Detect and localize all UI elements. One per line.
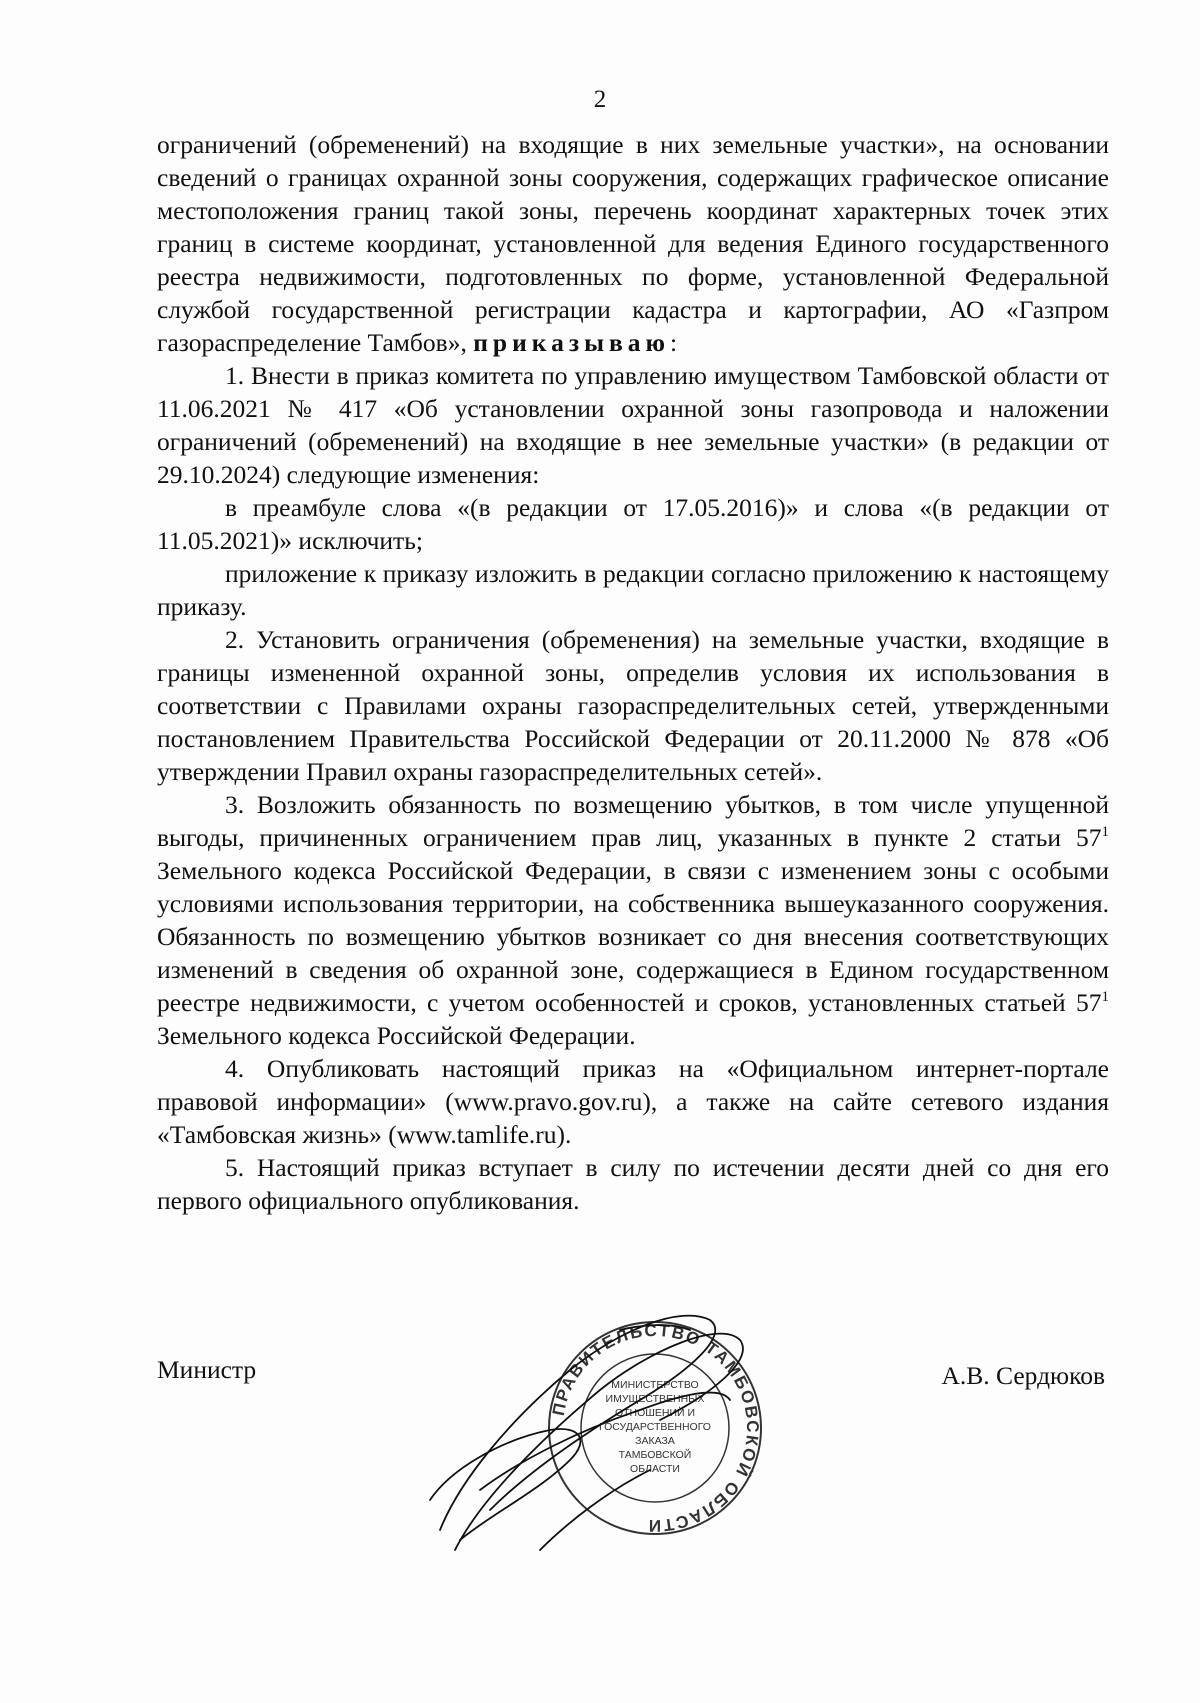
svg-text:ЗАКАЗА: ЗАКАЗА bbox=[635, 1435, 675, 1447]
preamble-text: ограничений (обременений) на входящие в них земельные участки», на основании сведений о границах охранной зоны сооружения, содержащих графическое описание местоположения границ такой зоны, перечень координат характерных точек этих границ в системе координат, установленной для ведения Единого государственного реестра недвижимости, подготовленных по форме, установленной Федеральной службой государственной регистрации кадастра и картографии, АО «Газпром газораспределение Тамбов», bbox=[157, 130, 1109, 357]
svg-text:ОТНОШЕНИЙ И: ОТНОШЕНИЙ И bbox=[614, 1407, 696, 1419]
paragraph-item-1: 1. Внести в приказ комитета по управлению имуществом Тамбовской области от 11.06.2021 № 417 «Об установлении охранной зоны газопровода и наложении ограничений (обременений) на входящие в нее земельные участки» (в редакции от 29.10.2024) следующие изменения: bbox=[157, 361, 1109, 489]
page-number: 2 bbox=[593, 86, 607, 113]
svg-text:ОБЛАСТИ: ОБЛАСТИ bbox=[630, 1463, 680, 1475]
paragraph-item-4: 4. Опубликовать настоящий приказ на «Официальном интернет-портале правовой информации» (www.pravo.gov.ru), а также на сайте сетевого издания «Тамбовская жизнь» (www.tamlife.ru). bbox=[157, 1054, 1109, 1149]
paragraph-item-3 bbox=[157, 788, 1109, 1052]
signer-name: А.В. Сердюков bbox=[941, 1361, 1105, 1390]
svg-text:ТАМБОВСКОЙ: ТАМБОВСКОЙ bbox=[618, 1449, 692, 1461]
preamble-colon: : bbox=[670, 328, 678, 357]
svg-text:ГОСУДАРСТВЕННОГО: ГОСУДАРСТВЕННОГО bbox=[599, 1421, 711, 1433]
document-body bbox=[157, 128, 1109, 1217]
paragraph-item-1-b: приложение к приказу изложить в редакции согласно приложению к настоящему приказу. bbox=[157, 559, 1109, 621]
superscript: 1 bbox=[1101, 824, 1109, 840]
paragraph-item-1-a: в преамбуле слова «(в редакции от 17.05.2016)» и слова «(в редакции от 11.05.2021)» исключить; bbox=[157, 493, 1109, 555]
svg-text:ПРАВИТЕЛЬСТВО ТАМБОВСКОЙ ОБЛАС: ПРАВИТЕЛЬСТВО ТАМБОВСКОЙ ОБЛАСТИ bbox=[548, 1320, 763, 1536]
svg-text:ИМУЩЕСТВЕННЫХ: ИМУЩЕСТВЕННЫХ bbox=[605, 1393, 705, 1405]
item-3-text-c: Земельного кодекса Российской Федерации. bbox=[157, 1021, 636, 1050]
paragraph-item-2: 2. Установить ограничения (обременения) на земельные участки, входящие в границы измененной охранной зоны, определив условия их использования в соответствии с Правилами охраны газораспределительных сетей, утвержденными постановлением Правительства Российской Федерации от 20.11.2000 № 878 «Об утверждении Правил охраны газораспределительных сетей». bbox=[157, 625, 1109, 786]
superscript: 1 bbox=[1101, 989, 1109, 1005]
paragraph-preamble bbox=[157, 128, 1109, 359]
paragraph-item-5: 5. Настоящий приказ вступает в силу по истечении десяти дней со дня его первого официального опубликования. bbox=[157, 1153, 1109, 1215]
order-keyword: приказываю bbox=[473, 328, 670, 357]
svg-text:МИНИСТЕРСТВО: МИНИСТЕРСТВО bbox=[611, 1379, 699, 1391]
handwritten-signature bbox=[420, 1300, 763, 1570]
signer-position: Министр bbox=[157, 1355, 257, 1384]
item-3-text-a: 3. Возложить обязанность по возмещению убытков, в том числе упущенной выгоды, причиненных ограничением прав лиц, указанных в пункте 2 статьи 57 bbox=[157, 790, 1109, 852]
item-3-text-b: Земельного кодекса Российской Федерации, в связи с изменением зоны с особыми условиями использования территории, на собственника вышеуказанного сооружения. Обязанность по возмещению убытков возникает со дня внесения соответствующих изменений в сведения об охранной зоне, содержащиеся в Едином государственном реестре недвижимости, с учетом особенностей и сроков, установленных статьей 57 bbox=[157, 856, 1109, 1017]
